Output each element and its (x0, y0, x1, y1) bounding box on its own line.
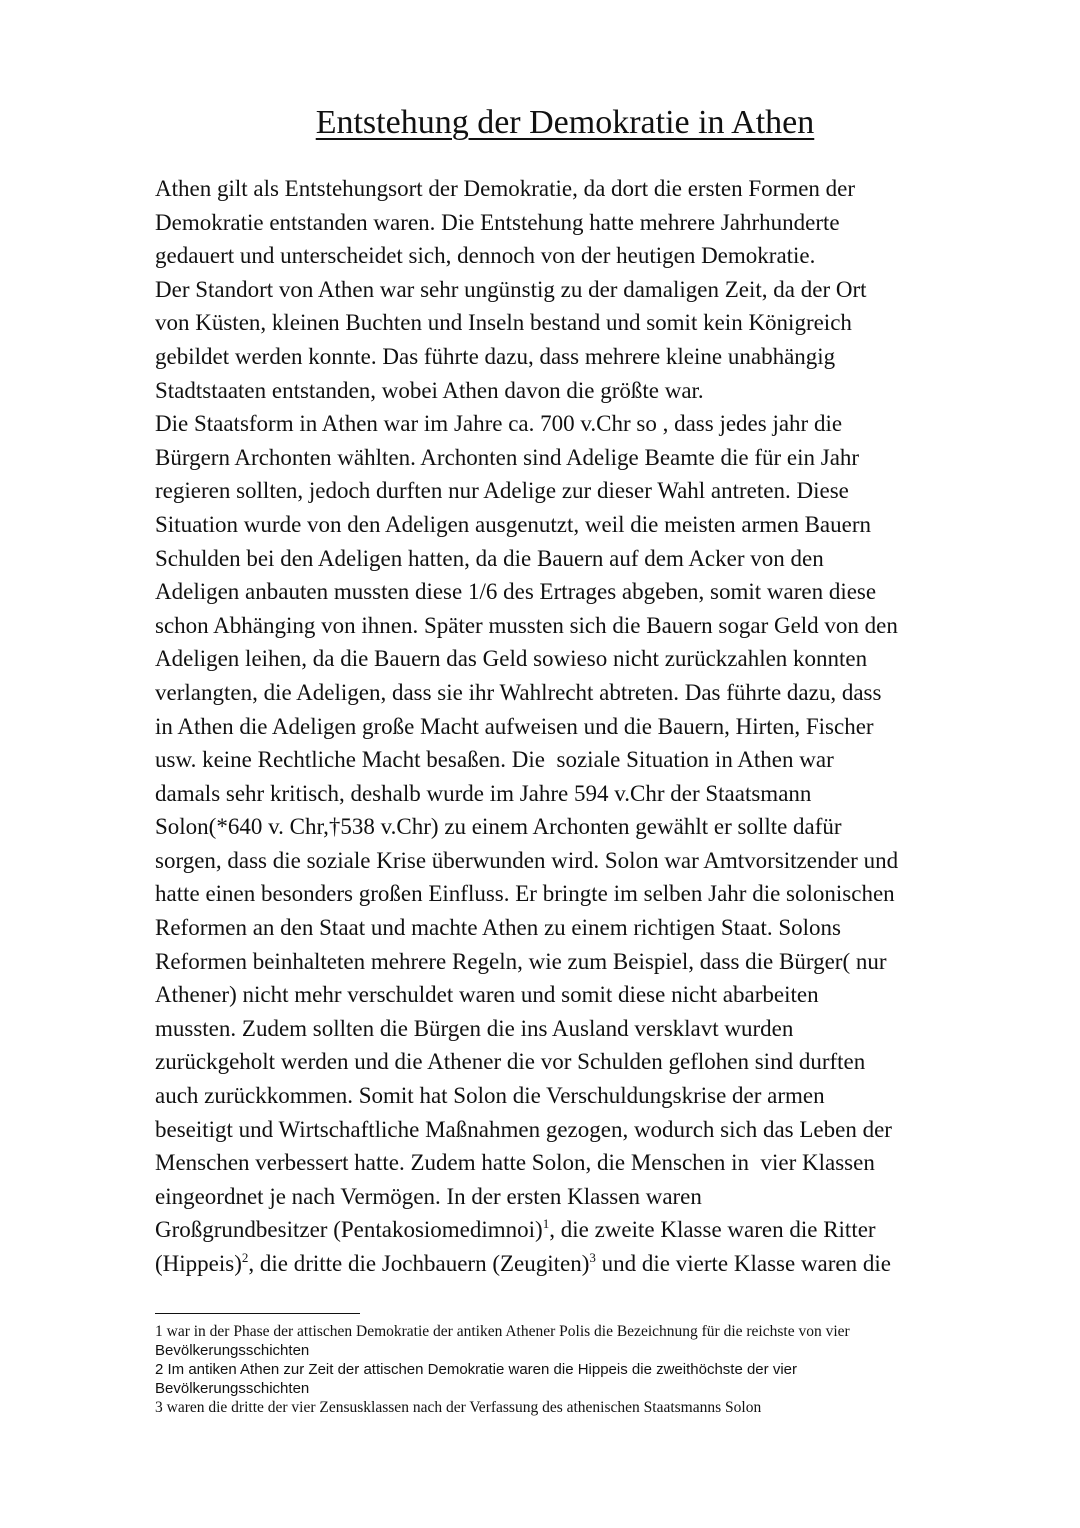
page-title: Entstehung der Demokratie in Athen (315, 104, 815, 141)
body-line-with-footnote (155, 1247, 995, 1281)
body-line: Situation wurde von den Adeligen ausgenutzt, weil die meisten armen Bauern (155, 511, 872, 537)
body-line: Die Staatsform in Athen war im Jahre ca. 700 v.Chr so , dass jedes jahr die (155, 411, 843, 437)
body-line: usw. keine Rechtliche Macht besaßen. Die soziale Situation in Athen war (155, 747, 834, 773)
body-line: mussten. Zudem sollten die Bürgen die ins Ausland versklavt wurden (155, 1015, 794, 1041)
footnote-1: 1 war in der Phase der attischen Demokratie der antiken Athener Polis die Bezeichnung für die reichste von vier (155, 1323, 850, 1340)
body-text (155, 172, 995, 1281)
footnote-2: 2 Im antiken Athen zur Zeit der attischen Demokratie waren die Hippeis die zweithöchste der vier (155, 1361, 797, 1378)
body-text-run: , die zweite Klasse waren die Ritter (549, 1217, 876, 1243)
body-line: regieren sollten, jedoch durften nur Adelige zur dieser Wahl antreten. Diese (155, 478, 849, 504)
body-line: Menschen verbessert hatte. Zudem hatte Solon, die Menschen in vier Klassen (155, 1150, 875, 1176)
body-line: zurückgeholt werden und die Athener die vor Schulden geflohen sind durften (155, 1049, 866, 1075)
footnote-ref-1: 1 (542, 1216, 550, 1232)
body-line: von Küsten, kleinen Buchten und Inseln bestand und somit kein Königreich (155, 310, 852, 336)
body-text-run: , die dritte die Jochbauern (Zeugiten) (248, 1251, 590, 1276)
body-line: beseitigt und Wirtschaftliche Maßnahmen gezogen, wodurch sich das Leben der (155, 1116, 892, 1142)
body-line: Athener) nicht mehr verschuldet waren und somit diese nicht abarbeiten (155, 982, 819, 1008)
body-line: Reformen an den Staat und machte Athen zu einem richtigen Staat. Solons (155, 915, 841, 941)
footnote-1-continued: Bevölkerungsschichten (155, 1342, 310, 1359)
body-line: Schulden bei den Adeligen hatten, da die Bauern auf dem Acker von den (155, 545, 824, 571)
body-line: eingeordnet je nach Vermögen. In der ersten Klassen waren (155, 1183, 702, 1209)
body-line: auch zurückkommen. Somit hat Solon die Verschuldungskrise der armen (155, 1083, 825, 1109)
body-line: Athen gilt als Entstehungsort der Demokratie, da dort die ersten Formen der (155, 176, 856, 201)
footnote-separator (155, 1313, 360, 1314)
footnote-3: 3 waren die dritte der vier Zensusklassen nach der Verfassung des athenischen Staatsmanns Solon (155, 1399, 762, 1416)
body-line: schon Abhänging von ihnen. Später mussten sich die Bauern sogar Geld von den (155, 612, 898, 638)
body-line: sorgen, dass die soziale Krise überwunden wird. Solon war Amtvorsitzender und (155, 847, 899, 873)
body-line: Reformen beinhalteten mehrere Regeln, wie zum Beispiel, dass die Bürger( nur (155, 948, 887, 974)
body-line: damals sehr kritisch, deshalb wurde im Jahre 594 v.Chr der Staatsmann (155, 780, 812, 806)
body-line: hatte einen besonders großen Einfluss. Er bringte im selben Jahr die solonischen (155, 881, 895, 907)
body-line: Solon(*640 v. Chr,†538 v.Chr) zu einem Archonten gewählt er sollte dafür (155, 814, 842, 840)
body-line: Demokratie entstanden waren. Die Entstehung hatte mehrere Jahrhunderte (155, 209, 840, 235)
body-line: Stadtstaaten entstanden, wobei Athen davon die größte war. (155, 377, 704, 403)
body-line: verlangten, die Adeligen, dass sie ihr Wahlrecht abtreten. Das führte dazu, dass (155, 679, 882, 705)
body-line: Adeligen anbauten mussten diese 1/6 des Ertrages abgeben, somit waren diese (155, 579, 877, 605)
footnote-2-continued: Bevölkerungsschichten (155, 1380, 310, 1397)
footnote-ref-3: 3 (589, 1250, 596, 1265)
body-line: in Athen die Adeligen große Macht aufweisen und die Bauern, Hirten, Fischer (155, 713, 874, 739)
body-line-with-footnote (155, 1213, 995, 1247)
body-line: gedauert und unterscheidet sich, dennoch von der heutigen Demokratie. (155, 243, 816, 269)
body-text-run: und die vierte Klasse waren die (595, 1251, 891, 1276)
body-line: Adeligen leihen, da die Bauern das Geld sowieso nicht zurückzahlen konnten (155, 646, 868, 672)
body-text-run: (Hippeis) (155, 1251, 242, 1276)
body-line: gebildet werden konnte. Das führte dazu, dass mehrere kleine unabhängig (155, 343, 836, 369)
footnote-ref-2: 2 (241, 1250, 249, 1265)
body-line: Bürgern Archonten wählten. Archonten sind Adelige Beamte die für ein Jahr (155, 444, 860, 470)
body-line: Der Standort von Athen war sehr ungünstig zu der damaligen Zeit, da der Ort (155, 276, 867, 302)
body-text-run: Großgrundbesitzer (Pentakosiomedimnoi) (155, 1217, 543, 1243)
footnotes (155, 1322, 985, 1417)
